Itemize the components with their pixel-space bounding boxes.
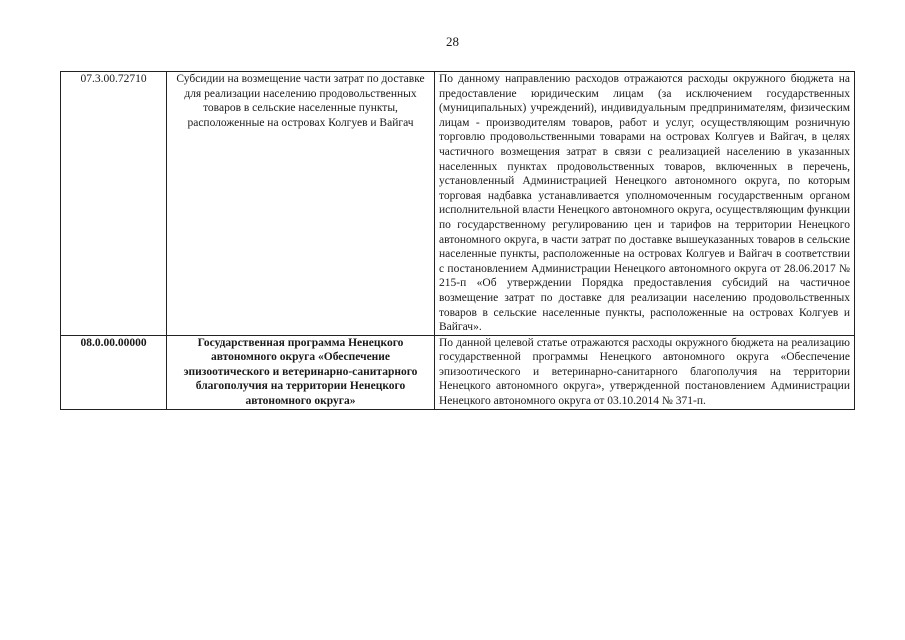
target-article-description: По данному направлению расходов отражаются расходы окружного бюджета на предоставление юридическим лицам (за исключением государственных (муниципальных) учреждений), индивидуальным предпринимателям, физическим лицам - производителям товаров, работ и услуг, осуществляющим розничную торговлю продовольственными товарами на островах Колгуев и Вайгач, в целях частичного возмещения затрат в связи с реализацией населению в указанных населенных пунктах продовольственных товаров, включенных в перечень, установленный Администрацией Ненецкого автономного округа, по которым торговая надбавка устанавливается уполномоченным государственным органом исполнительной власти Ненецкого автономного округа, осуществляющим функции по государственному регулированию цен и тарифов на территории Ненецкого автономного округа, в части затрат по доставке вышеуказанных товаров в сельские населенные пункты, расположенные на островах Колгуев и Вайгач в соответствии с постановлением Администрации Ненецкого автономного округа от 28.06.2017 № 215-п «Об утверждении Порядка предоставления субсидий на частичное возмещение затрат по доставке для реализации населению продовольственных товаров в сельские населенные пункты, расположенные на островах Колгуев и Вайгач». (435, 72, 855, 336)
target-article-name: Субсидии на возмещение части затрат по доставке для реализации населению продовольственных товаров в сельские населенные пункты, расположенные на островах Колгуев и Вайгач (167, 72, 435, 336)
target-article-code: 07.3.00.72710 (61, 72, 167, 336)
budget-classification-table (60, 71, 855, 410)
table-row (61, 335, 855, 409)
table-row (61, 72, 855, 336)
page-number: 28 (446, 34, 459, 49)
target-article-description: По данной целевой статье отражаются расходы окружного бюджета на реализацию государственной программы Ненецкого автономного округа «Обеспечение эпизоотического и ветеринарно-санитарного благополучия на территории Ненецкого автономного округа», утвержденной постановлением Администрации Ненецкого автономного округа от 03.10.2014 № 371-п. (435, 335, 855, 409)
target-article-code: 08.0.00.00000 (61, 335, 167, 409)
target-article-name: Государственная программа Ненецкого автономного округа «Обеспечение эпизоотического и ветеринарно-санитарного благополучия на территории Ненецкого автономного округа» (167, 335, 435, 409)
